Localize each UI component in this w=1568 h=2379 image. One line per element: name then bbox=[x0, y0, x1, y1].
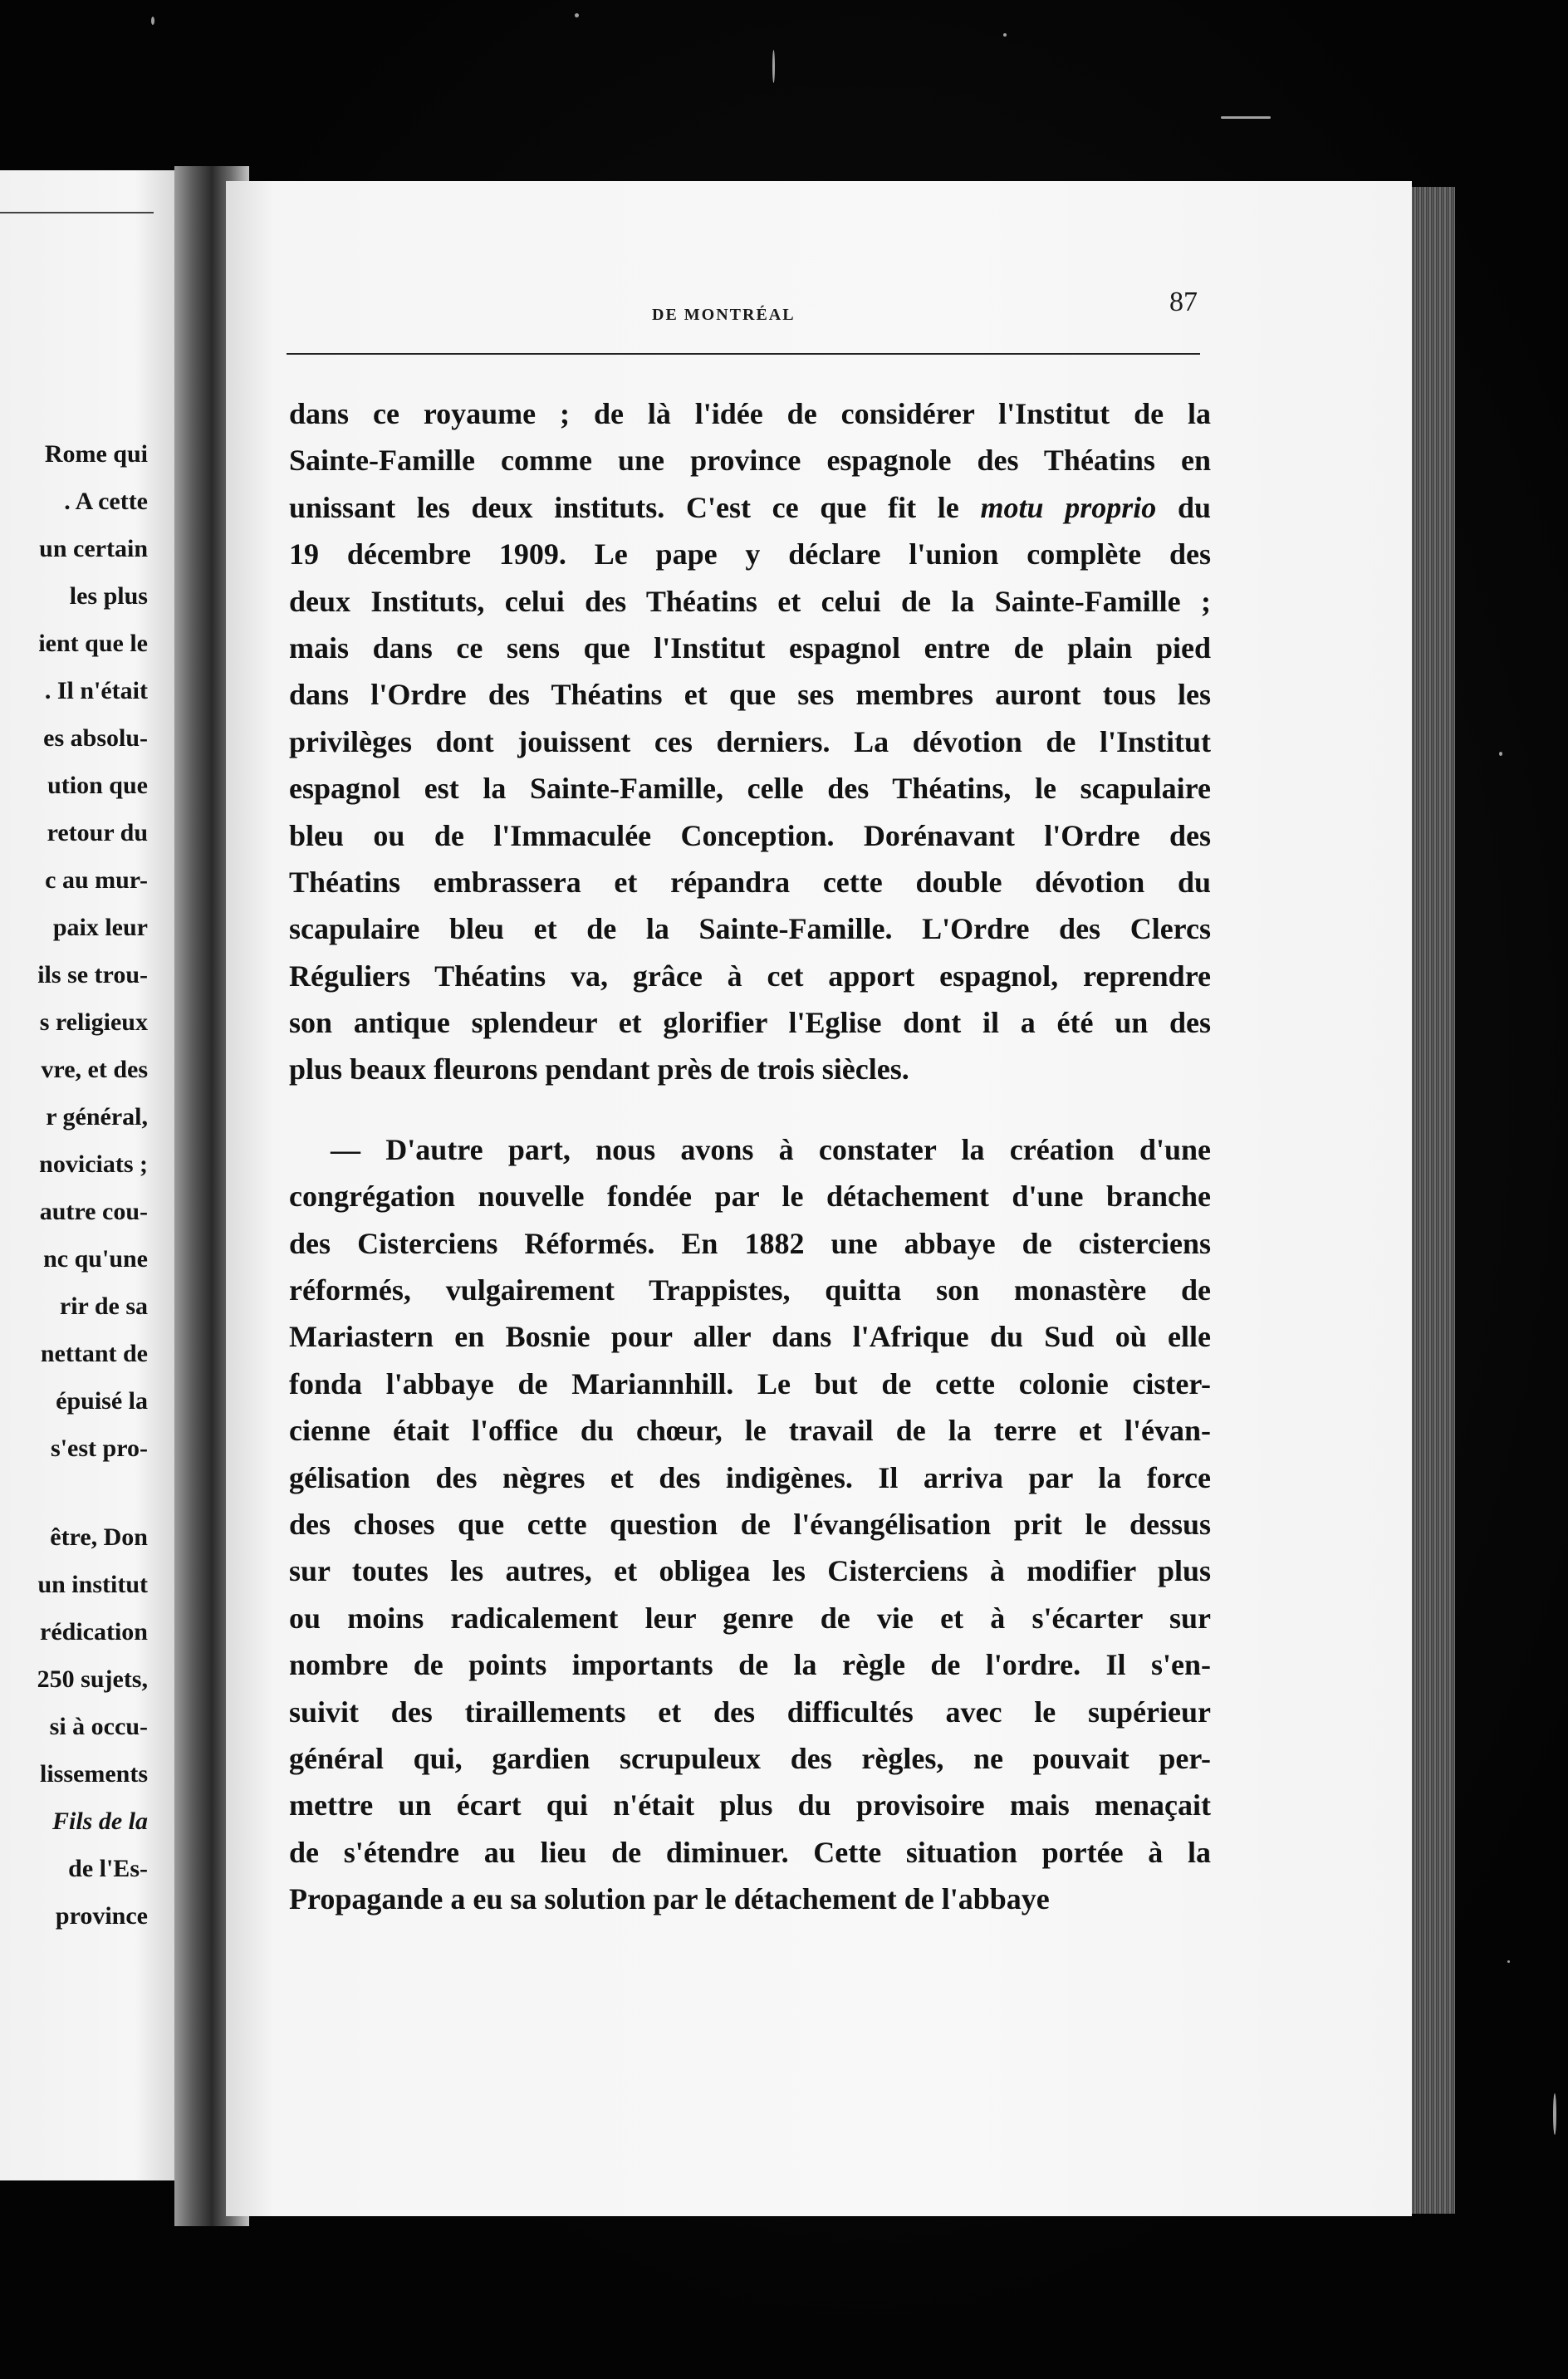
text-line bbox=[289, 859, 1211, 905]
left-text-line bbox=[0, 1425, 148, 1472]
line-text: — D'autre part, nous avons à constater la création d'une bbox=[331, 1132, 1211, 1166]
text-line bbox=[289, 1829, 1211, 1876]
left-line-text: s'est pro- bbox=[51, 1435, 148, 1462]
text-line bbox=[289, 578, 1211, 625]
text-line bbox=[289, 1046, 1211, 1092]
left-text-line bbox=[0, 1093, 148, 1140]
left-text-line bbox=[0, 1283, 148, 1330]
left-line-text: ient que le bbox=[38, 630, 148, 657]
text-line bbox=[289, 1126, 1211, 1173]
left-text-line bbox=[0, 1513, 148, 1561]
left-line-text: paix leur bbox=[52, 914, 148, 941]
left-text-line bbox=[0, 1798, 148, 1845]
left-line-text: nettant de bbox=[40, 1340, 148, 1367]
left-text-line bbox=[0, 1188, 148, 1235]
text-line bbox=[289, 953, 1211, 999]
left-italic-phrase: Fils de la bbox=[51, 1808, 148, 1835]
line-text-tail: du bbox=[1156, 490, 1212, 524]
text-line bbox=[289, 1313, 1211, 1360]
left-line-text: ution que bbox=[47, 772, 148, 799]
left-text-line bbox=[0, 904, 148, 951]
running-head: DE MONTRÉAL bbox=[652, 306, 796, 324]
line-text: 19 décembre 1909. Le pape y déclare l'union complète des bbox=[289, 537, 1211, 571]
left-text-line bbox=[0, 1750, 148, 1798]
dust-speck bbox=[151, 17, 154, 25]
left-line-text: . A cette bbox=[64, 488, 148, 515]
left-line-text: un certain bbox=[39, 535, 148, 562]
left-text-line bbox=[0, 1845, 148, 1892]
left-line-text: être, Don bbox=[50, 1523, 148, 1551]
left-line-text: rir de sa bbox=[59, 1293, 148, 1320]
left-line-text: un institut bbox=[37, 1571, 148, 1598]
dust-speck bbox=[772, 50, 775, 83]
line-text: Mariastern en Bosnie pour aller dans l'Afrique du Sud où elle bbox=[289, 1320, 1211, 1354]
text-line bbox=[289, 905, 1211, 952]
line-text: fonda l'abbaye de Mariannhill. Le but de cette colonie cister- bbox=[289, 1366, 1211, 1400]
left-line-text: de l'Es- bbox=[68, 1855, 148, 1882]
dust-speck bbox=[1507, 1960, 1510, 1963]
text-line bbox=[289, 1735, 1211, 1782]
line-text: sur toutes les autres, et obligea les Cisterciens à modifier plus bbox=[289, 1554, 1211, 1588]
text-line bbox=[289, 625, 1211, 671]
line-text: réformés, vulgairement Trappistes, quitta son monastère de bbox=[289, 1273, 1211, 1307]
italic-phrase: motu proprio bbox=[980, 490, 1157, 524]
dust-speck bbox=[1003, 33, 1007, 37]
text-line bbox=[289, 1876, 1211, 1922]
left-text-line bbox=[0, 430, 148, 478]
line-text: des Cisterciens Réformés. En 1882 une abbaye de cisterciens bbox=[289, 1226, 1211, 1260]
line-text: gélisation des nègres et des indigènes. Il arriva par la force bbox=[289, 1460, 1211, 1494]
left-line-text: nc qu'une bbox=[43, 1245, 148, 1273]
left-text-line bbox=[0, 1561, 148, 1608]
line-text: mettre un écart qui n'était plus du provisoire mais menaçait bbox=[289, 1788, 1211, 1822]
text-line bbox=[289, 1267, 1211, 1313]
line-text: mais dans ce sens que l'Institut espagnol entre de plain pied bbox=[289, 630, 1211, 665]
left-line-text: c au mur- bbox=[45, 866, 148, 894]
text-line bbox=[289, 1782, 1211, 1828]
left-text-line bbox=[0, 1235, 148, 1283]
left-text-line bbox=[0, 1655, 148, 1703]
line-text: Réguliers Théatins va, grâce à cet apport espagnol, reprendre bbox=[289, 959, 1211, 993]
left-line-text: les plus bbox=[69, 582, 148, 610]
left-text-line bbox=[0, 478, 148, 525]
text-line bbox=[289, 765, 1211, 812]
line-text: ou moins radicalement leur genre de vie et à s'écarter sur bbox=[289, 1601, 1211, 1635]
line-text: unissant les deux instituts. C'est ce que fit le bbox=[289, 490, 981, 524]
left-line-text: Rome qui bbox=[44, 440, 148, 468]
left-text-line bbox=[0, 1377, 148, 1425]
left-line-text: lissements bbox=[40, 1760, 148, 1788]
left-text-line bbox=[0, 525, 148, 572]
left-text-line bbox=[0, 809, 148, 856]
line-text: Théatins embrassera et répandra cette double dévotion du bbox=[289, 865, 1211, 899]
line-text: plus beaux fleurons pendant près de trois siècles. bbox=[289, 1052, 909, 1086]
left-text-line bbox=[0, 620, 148, 667]
text-line bbox=[289, 1173, 1211, 1219]
text-line bbox=[289, 1548, 1211, 1594]
left-text-line bbox=[0, 951, 148, 998]
left-line-text: autre cou- bbox=[39, 1198, 148, 1225]
text-line bbox=[289, 1501, 1211, 1548]
dust-speck bbox=[575, 13, 579, 17]
dust-speck bbox=[1499, 752, 1502, 756]
left-page-text bbox=[0, 430, 148, 1940]
left-text-line bbox=[0, 762, 148, 809]
line-text: dans ce royaume ; de là l'idée de considérer l'Institut de la bbox=[289, 397, 1211, 430]
line-text: bleu ou de l'Immaculée Conception. Dorénavant l'Ordre des bbox=[289, 818, 1211, 852]
body-text bbox=[289, 390, 1227, 1923]
left-page-rule bbox=[0, 212, 154, 213]
left-line-text: s religieux bbox=[39, 1008, 148, 1036]
header-rule bbox=[287, 353, 1200, 355]
text-line bbox=[289, 1689, 1211, 1735]
dust-speck bbox=[1553, 2093, 1556, 2135]
left-text-line bbox=[0, 1330, 148, 1377]
line-text: de s'étendre au lieu de diminuer. Cette situation portée à la bbox=[289, 1835, 1211, 1869]
dust-speck bbox=[1221, 116, 1271, 119]
left-text-line bbox=[0, 714, 148, 762]
line-text: général qui, gardien scrupuleux des règles, ne pouvait per- bbox=[289, 1741, 1211, 1775]
line-text: privilèges dont jouissent ces derniers. La dévotion de l'Institut bbox=[289, 724, 1211, 758]
left-line-text: r général, bbox=[46, 1103, 148, 1131]
page-edges bbox=[1412, 187, 1455, 2214]
text-line bbox=[289, 531, 1211, 577]
line-text: nombre de points importants de la règle de l'ordre. Il s'en- bbox=[289, 1648, 1211, 1682]
left-text-line bbox=[0, 856, 148, 904]
left-text-line bbox=[0, 1892, 148, 1940]
line-text: scapulaire bleu et de la Sainte-Famille. L'Ordre des Clercs bbox=[289, 912, 1211, 946]
line-text: Propagande a eu sa solution par le détachement de l'abbaye bbox=[289, 1882, 1050, 1916]
line-text: son antique splendeur et glorifier l'Eglise dont il a été un des bbox=[289, 1006, 1211, 1040]
left-line-text: province bbox=[55, 1902, 148, 1930]
text-line bbox=[289, 437, 1211, 483]
left-text-line bbox=[0, 1140, 148, 1188]
line-text: Sainte-Famille comme une province espagnole des Théatins en bbox=[289, 444, 1211, 478]
text-line bbox=[289, 719, 1211, 765]
left-text-line bbox=[0, 572, 148, 620]
line-text: deux Instituts, celui des Théatins et celui de la Sainte-Famille ; bbox=[289, 584, 1211, 618]
line-text: dans l'Ordre des Théatins et que ses membres auront tous les bbox=[289, 678, 1211, 712]
left-line-text: si à occu- bbox=[49, 1713, 148, 1740]
left-line-text: ils se trou- bbox=[37, 961, 148, 988]
left-text-line bbox=[0, 1703, 148, 1750]
text-line bbox=[289, 1595, 1211, 1641]
left-text-line bbox=[0, 998, 148, 1046]
left-line-text: épuisé la bbox=[56, 1387, 148, 1415]
line-text: suivit des tiraillements et des difficultés avec le supérieur bbox=[289, 1695, 1211, 1729]
line-text: des choses que cette question de l'évangélisation prit le dessus bbox=[289, 1507, 1211, 1541]
text-line bbox=[289, 671, 1211, 718]
text-line bbox=[289, 484, 1211, 531]
line-text: congrégation nouvelle fondée par le détachement d'une branche bbox=[289, 1180, 1211, 1214]
left-line-text: es absolu- bbox=[43, 724, 148, 752]
line-text: espagnol est la Sainte-Famille, celle des Théatins, le scapulaire bbox=[289, 772, 1211, 806]
text-line bbox=[289, 812, 1211, 859]
page-number: 87 bbox=[1169, 287, 1198, 317]
text-line bbox=[289, 1407, 1211, 1454]
line-text: cienne était l'office du chœur, le travail de la terre et l'évan- bbox=[289, 1414, 1211, 1448]
text-line bbox=[289, 999, 1211, 1046]
text-line bbox=[289, 1641, 1211, 1688]
left-text-line bbox=[0, 667, 148, 714]
text-line bbox=[289, 1454, 1211, 1501]
left-line-text: retour du bbox=[47, 819, 148, 846]
left-line-text: noviciats ; bbox=[39, 1150, 148, 1178]
text-line bbox=[289, 390, 1211, 437]
left-text-line bbox=[0, 1608, 148, 1655]
left-line-text: 250 sujets, bbox=[37, 1665, 148, 1693]
left-line-text: vre, et des bbox=[41, 1056, 148, 1083]
left-line-text: . Il n'était bbox=[44, 677, 148, 704]
left-text-line bbox=[0, 1046, 148, 1093]
text-line bbox=[289, 1220, 1211, 1267]
left-line-text: rédication bbox=[40, 1618, 148, 1646]
text-line bbox=[289, 1361, 1211, 1407]
